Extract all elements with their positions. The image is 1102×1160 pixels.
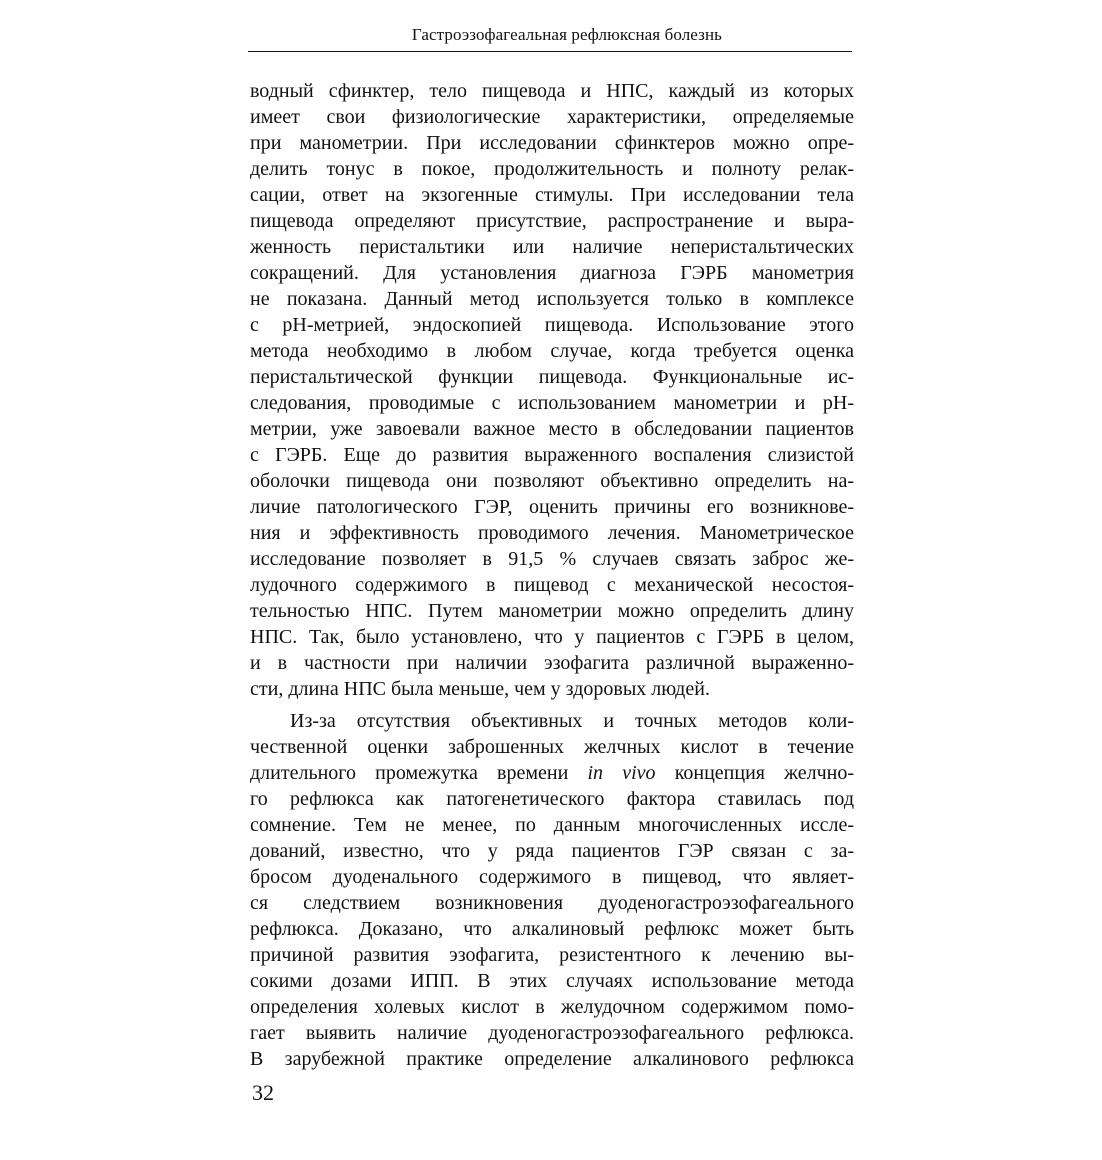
body-text: [250, 78, 854, 1072]
text-line: лудочного содержимого в пищевод с механической несостоя-: [250, 574, 854, 596]
text-line: сомнение. Тем не менее, по данным многочисленных иссле-: [250, 814, 854, 836]
text-line: определения холевых кислот в желудочном содержимом помо-: [250, 996, 854, 1018]
text-line: женность перистальтики или наличие неперистальтических: [250, 236, 854, 258]
text-line: ния и эффективность проводимого лечения. Манометрическое: [250, 522, 854, 544]
text-line: и в частности при наличии эзофагита различной выраженно-: [250, 652, 854, 674]
text-line: рефлюкса. Доказано, что алкалиновый рефлюкс может быть: [250, 918, 854, 940]
page-number: 32: [252, 1080, 274, 1105]
text-line: метрии, уже завоевали важное место в обследовании пациентов: [250, 418, 854, 440]
text-line: ся следствием возникновения дуоденогастроэзофагеального: [250, 892, 854, 914]
text-line: сокращений. Для установления диагноза ГЭРБ манометрия: [250, 262, 854, 284]
text-line: оболочки пищевода они позволяют объективно определить на-: [250, 470, 854, 492]
text-line: бросом дуоденального содержимого в пищевод, что являет-: [250, 866, 854, 888]
text-line: НПС. Так, было установлено, что у пациентов с ГЭРБ в целом,: [250, 626, 854, 648]
text-line: следования, проводимые с использованием манометрии и pH-: [250, 392, 854, 414]
text-line: сации, ответ на экзогенные стимулы. При исследовании тела: [250, 184, 854, 206]
text-line: водный сфинктер, тело пищевода и НПС, каждый из которых: [250, 80, 854, 102]
text-line: чественной оценки заброшенных желчных кислот в течение: [250, 736, 854, 758]
text-line: исследование позволяет в 91,5 % случаев связать заброс же-: [250, 548, 854, 570]
text-line: личие патологического ГЭР, оценить причины его возникнове-: [250, 496, 854, 518]
text-segment: длительного промежутка времени: [250, 762, 588, 784]
text-line: метода необходимо в любом случае, когда требуется оценка: [250, 340, 854, 362]
text-line: имеет свои физиологические характеристики, определяемые: [250, 106, 854, 128]
header-rule: [248, 51, 852, 52]
text-line: го рефлюкса как патогенетического фактора ставилась под: [250, 788, 854, 810]
text-line: пищевода определяют присутствие, распространение и выра-: [250, 210, 854, 232]
text-line: причиной развития эзофагита, резистентного к лечению вы-: [250, 944, 854, 966]
paragraph-2: [250, 708, 854, 1072]
paragraph-1: [250, 78, 854, 702]
italic-term: in vivo: [587, 762, 656, 784]
text-line: В зарубежной практике определение алкалинового рефлюкса: [250, 1048, 854, 1070]
text-line: сти, длина НПС была меньше, чем у здоровых людей.: [250, 678, 710, 700]
text-line: сокими дозами ИПП. В этих случаях использование метода: [250, 970, 854, 992]
text-line: с pH-метрией, эндоскопией пищевода. Использование этого: [250, 314, 854, 336]
text-line-with-italic: [250, 760, 854, 786]
text-line: перистальтической функции пищевода. Функциональные ис-: [250, 366, 854, 388]
text-line: тельностью НПС. Путем манометрии можно определить длину: [250, 600, 854, 622]
text-line: гает выявить наличие дуоденогастроэзофагеального рефлюкса.: [250, 1022, 854, 1044]
text-line: дований, известно, что у ряда пациентов ГЭР связан с за-: [250, 840, 854, 862]
text-line: не показана. Данный метод используется только в комплексе: [250, 288, 854, 310]
text-segment: концепция желчно-: [655, 762, 854, 784]
text-line: с ГЭРБ. Еще до развития выраженного воспаления слизистой: [250, 444, 854, 466]
text-line: при манометрии. При исследовании сфинктеров можно опре-: [250, 132, 854, 154]
text-line: Из-за отсутствия объективных и точных методов коли-: [290, 710, 854, 732]
running-header: Гастроэзофагеальная рефлюксная болезнь: [411, 25, 722, 44]
text-line: делить тонус в покое, продолжительность и полноту релак-: [250, 158, 854, 180]
